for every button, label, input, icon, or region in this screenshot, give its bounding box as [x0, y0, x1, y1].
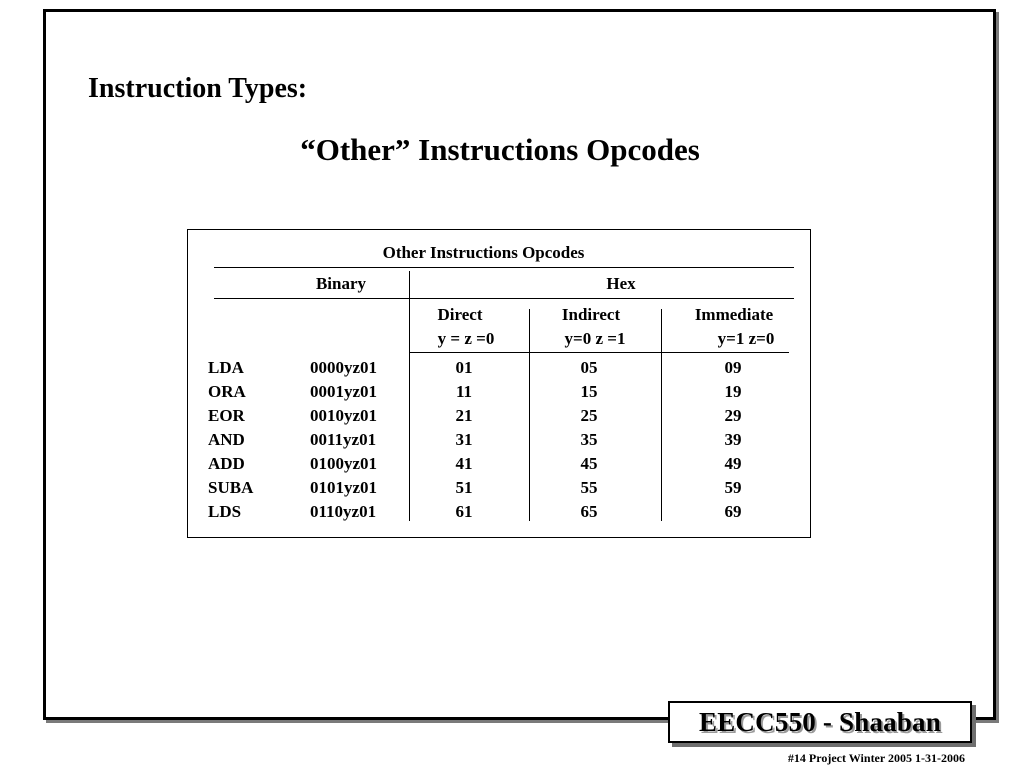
row-indirect: 35 — [580, 430, 598, 449]
row-immediate: 19 — [724, 382, 742, 401]
course-name: EECC550 - Shaaban — [699, 707, 941, 737]
binary-hex-divider — [409, 271, 410, 521]
table-rule-header-bottom — [409, 352, 789, 353]
row-mnemonic: AND — [208, 430, 245, 449]
binary-header: Binary — [315, 274, 367, 293]
slide-heading: Instruction Types: — [88, 73, 308, 104]
row-direct: 31 — [455, 430, 473, 449]
row-binary: 0101yz01 — [310, 478, 378, 497]
row-immediate: 29 — [724, 406, 742, 425]
row-binary: 0100yz01 — [310, 454, 378, 473]
table-rule-top — [214, 267, 794, 268]
row-indirect: 15 — [580, 382, 598, 401]
table-rule-middle — [214, 298, 794, 299]
immediate-header: Immediate — [694, 305, 774, 324]
row-binary: 0000yz01 — [310, 358, 378, 377]
direct-subheader: y = z =0 — [437, 329, 495, 348]
row-immediate: 09 — [724, 358, 742, 377]
row-direct: 61 — [455, 502, 473, 521]
direct-header: Direct — [437, 305, 483, 324]
slide-title: “Other” Instructions Opcodes — [300, 132, 700, 167]
row-indirect: 65 — [580, 502, 598, 521]
row-mnemonic: EOR — [208, 406, 245, 425]
row-mnemonic: LDA — [208, 358, 244, 377]
row-indirect: 05 — [580, 358, 598, 377]
slide-footer: #14 Project Winter 2005 1-31-2006 — [787, 751, 965, 765]
row-immediate: 69 — [724, 502, 742, 521]
row-mnemonic: LDS — [208, 502, 242, 521]
row-direct: 21 — [455, 406, 473, 425]
row-binary: 0110yz01 — [310, 502, 377, 521]
row-direct: 51 — [455, 478, 473, 497]
hex-header: Hex — [606, 274, 636, 293]
table-caption: Other Instructions Opcodes — [382, 243, 585, 262]
row-direct: 01 — [455, 358, 473, 377]
row-indirect: 45 — [580, 454, 598, 473]
row-binary: 0011yz01 — [310, 430, 377, 449]
row-immediate: 59 — [724, 478, 742, 497]
row-indirect: 25 — [580, 406, 598, 425]
row-immediate: 49 — [724, 454, 742, 473]
row-mnemonic: ORA — [208, 382, 246, 401]
indirect-immediate-divider — [661, 309, 662, 521]
indirect-header: Indirect — [561, 305, 621, 324]
row-direct: 11 — [455, 382, 473, 401]
course-name-box — [668, 701, 972, 743]
row-direct: 41 — [455, 454, 473, 473]
direct-indirect-divider — [529, 309, 530, 521]
opcode-table — [187, 229, 811, 538]
row-binary: 0001yz01 — [310, 382, 378, 401]
row-mnemonic: SUBA — [208, 478, 254, 497]
row-immediate: 39 — [724, 430, 742, 449]
immediate-subheader: y=1 z=0 — [717, 329, 775, 348]
row-indirect: 55 — [580, 478, 598, 497]
row-mnemonic: ADD — [208, 454, 245, 473]
indirect-subheader: y=0 z =1 — [564, 329, 626, 348]
row-binary: 0010yz01 — [310, 406, 378, 425]
